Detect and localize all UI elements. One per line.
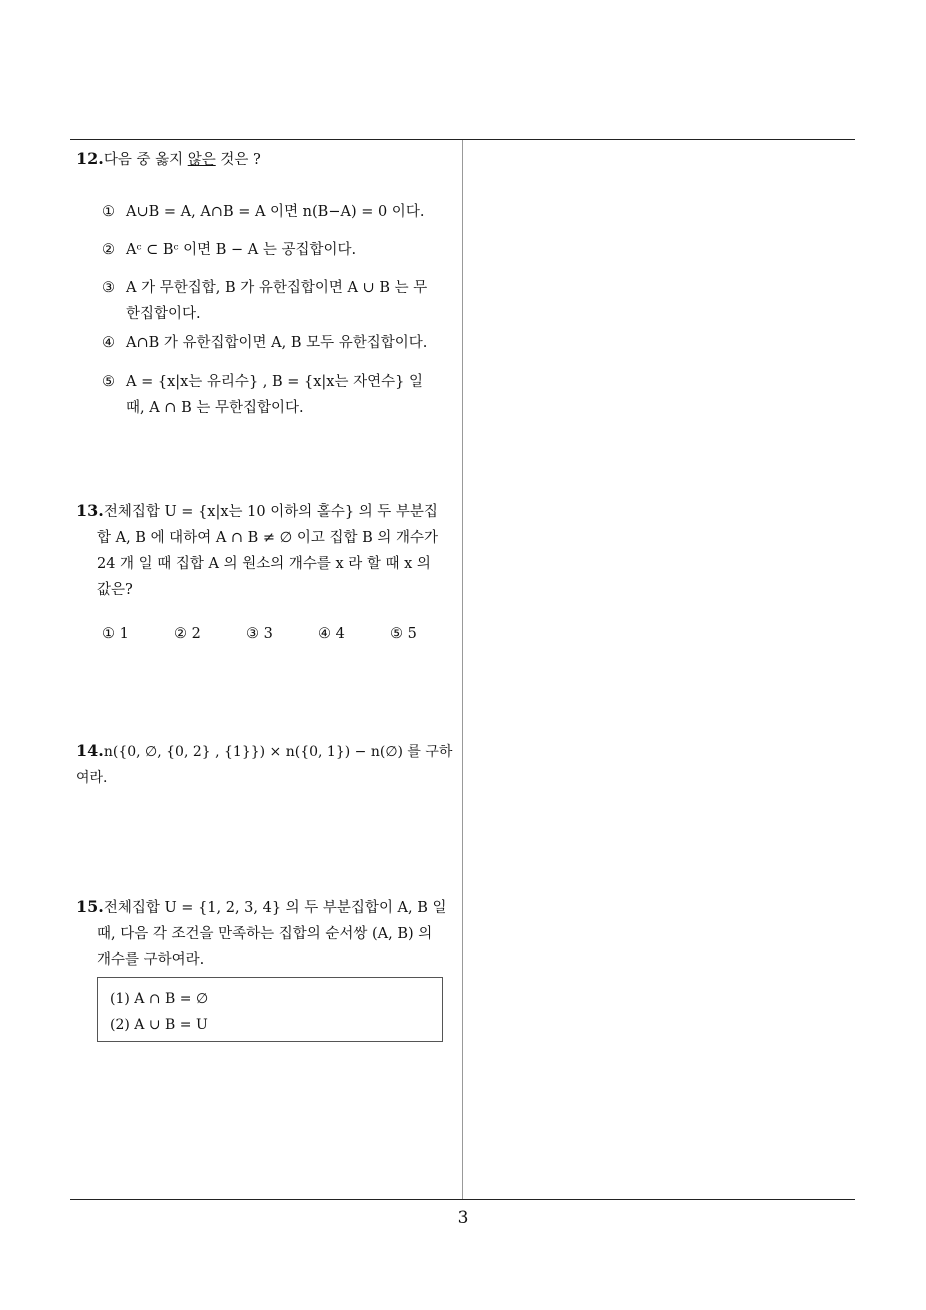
q15-line-3: 개수를 구하여라. (97, 952, 205, 968)
q15-number: 15. (76, 897, 104, 916)
option-text: A = {x|x는 유리수} , B = {x|x는 자연수} 일 (126, 374, 423, 390)
option-mark: ① (102, 204, 115, 220)
bottom-rule (70, 1199, 855, 1200)
option-mark: ⑤ (102, 374, 115, 390)
q12-option-2[interactable] (76, 237, 456, 263)
q12-option-4[interactable] (76, 330, 456, 356)
question-15 (76, 894, 456, 973)
q12-stem-pre: 다음 중 옳지 (103, 152, 188, 168)
question-13 (76, 498, 456, 603)
q13-line-1: 전체집합 U = {x|x는 10 이하의 홀수} 의 두 부분집 (103, 504, 438, 520)
q12-number: 12. (76, 149, 104, 168)
option-text-line2: 때, A ∩ B 는 무한집합이다. (126, 400, 304, 416)
q14-text: n({0, ∅, {0, 2} , {1}}) × n({0, 1}) − n(∅) 를 구하여라. (76, 744, 453, 786)
q12-option-1[interactable] (76, 199, 456, 225)
option-mark: ③ (102, 280, 115, 296)
q12-option-5[interactable] (76, 369, 456, 421)
question-12 (76, 146, 456, 173)
option-text: Aᶜ ⊂ Bᶜ 이면 B − A 는 공집합이다. (126, 242, 357, 258)
option-mark: ④ (102, 335, 115, 351)
q13-choice-5[interactable]: ⑤ 5 (390, 626, 417, 642)
option-text: A∩B 가 유한집합이면 A, B 모두 유한집합이다. (126, 335, 428, 351)
q13-choice-3[interactable]: ③ 3 (246, 626, 273, 642)
q13-choice-4[interactable]: ④ 4 (318, 626, 345, 642)
question-14 (76, 738, 461, 791)
option-text: A 가 무한집합, B 가 유한집합이면 A ∪ B 는 무 (126, 280, 428, 296)
q13-line-4: 값은? (97, 582, 133, 598)
q12-option-3[interactable] (76, 275, 456, 327)
q12-stem (76, 146, 456, 173)
q12-stem-underlined: 않은 (187, 152, 216, 168)
q14-number: 14. (76, 741, 104, 760)
q13-number: 13. (76, 501, 104, 520)
option-mark: ② (102, 242, 115, 258)
q15-line-2: 때, 다음 각 조건을 만족하는 집합의 순서쌍 (A, B) 의 (97, 926, 433, 942)
q13-choice-1[interactable]: ① 1 (102, 626, 129, 642)
q12-stem-post: 것은 ? (215, 152, 261, 168)
column-divider (462, 140, 463, 1200)
q13-choice-2[interactable]: ② 2 (174, 626, 201, 642)
page-number: 3 (457, 1208, 469, 1228)
q15-condition-1: (1) A ∩ B = ∅ (110, 991, 209, 1007)
q15-condition-2: (2) A ∪ B = U (110, 1017, 208, 1033)
option-text-line2: 한집합이다. (126, 306, 201, 322)
q13-line-2: 합 A, B 에 대하여 A ∩ B ≠ ∅ 이고 집합 B 의 개수가 (97, 530, 439, 546)
q13-choices (102, 626, 462, 642)
q15-conditions-box (97, 977, 443, 1042)
q15-line-1: 전체집합 U = {1, 2, 3, 4} 의 두 부분집합이 A, B 일 (103, 900, 447, 916)
option-text: A∪B = A, A∩B = A 이면 n(B−A) = 0 이다. (126, 204, 425, 220)
q13-line-3: 24 개 일 때 집합 A 의 원소의 개수를 x 라 할 때 x 의 (97, 556, 431, 572)
